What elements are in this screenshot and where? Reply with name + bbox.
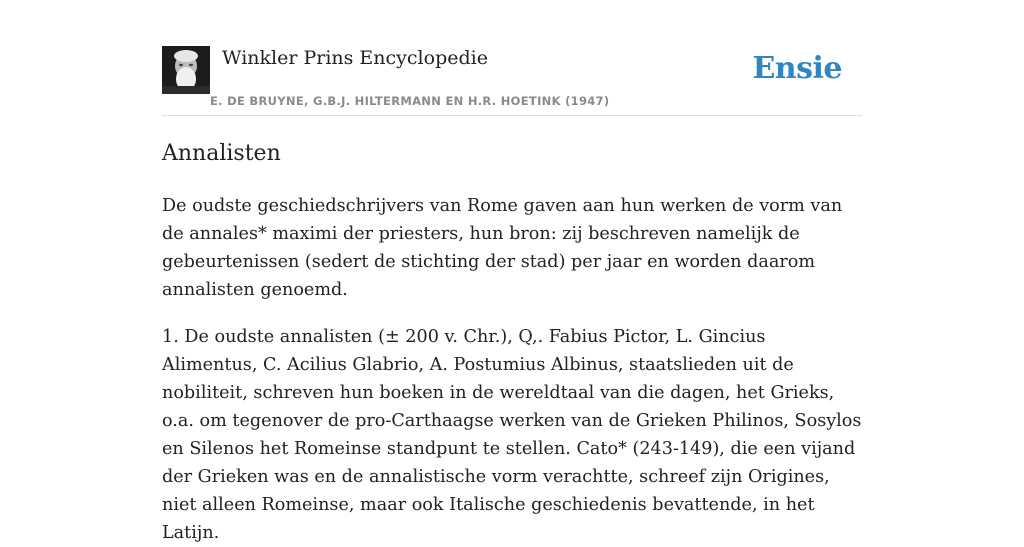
author-portrait-icon[interactable] [162,46,210,94]
article-title: Annalisten [162,141,281,166]
portrait-graphic [162,46,210,94]
page [162,0,862,543]
source-title[interactable]: Winkler Prins Encyclopedie [222,47,488,69]
source-authors: E. DE BRUYNE, G.B.J. HILTERMANN EN H.R. HOETINK (1947) [210,94,610,108]
brand-logo[interactable]: Ensie [752,51,842,86]
article-paragraph: 1. De oudste annalisten (± 200 v. Chr.), Q,. Fabius Pictor, L. Gincius Alimentus, C. Acilius Glabrio, A. Postumius Albinus, staatslieden uit de nobiliteit, schreven hun boeken in de wereldtaal van die dagen, het Grieks, o.a. om tegenover de pro-Carthaagse werken van de Grieken Philinos, Sosylos en Silenos het Romeinse standpunt te stellen. Cato* (243-149), die een vijand der Grieken was en de annalistische vorm verachtte, schreef zijn Origines, niet alleen Romeinse, maar ook Italische geschiedenis bevattende, in het Latijn. [162,327,862,543]
source-header [162,0,862,116]
article-paragraph: De oudste geschiedschrijvers van Rome gaven aan hun werken de vorm van de annales* maximi der priesters, hun bron: zij beschreven namelijk de gebeurtenissen (sedert de stichting der stad) per jaar en worden daarom annalisten genoemd. [162,196,843,300]
